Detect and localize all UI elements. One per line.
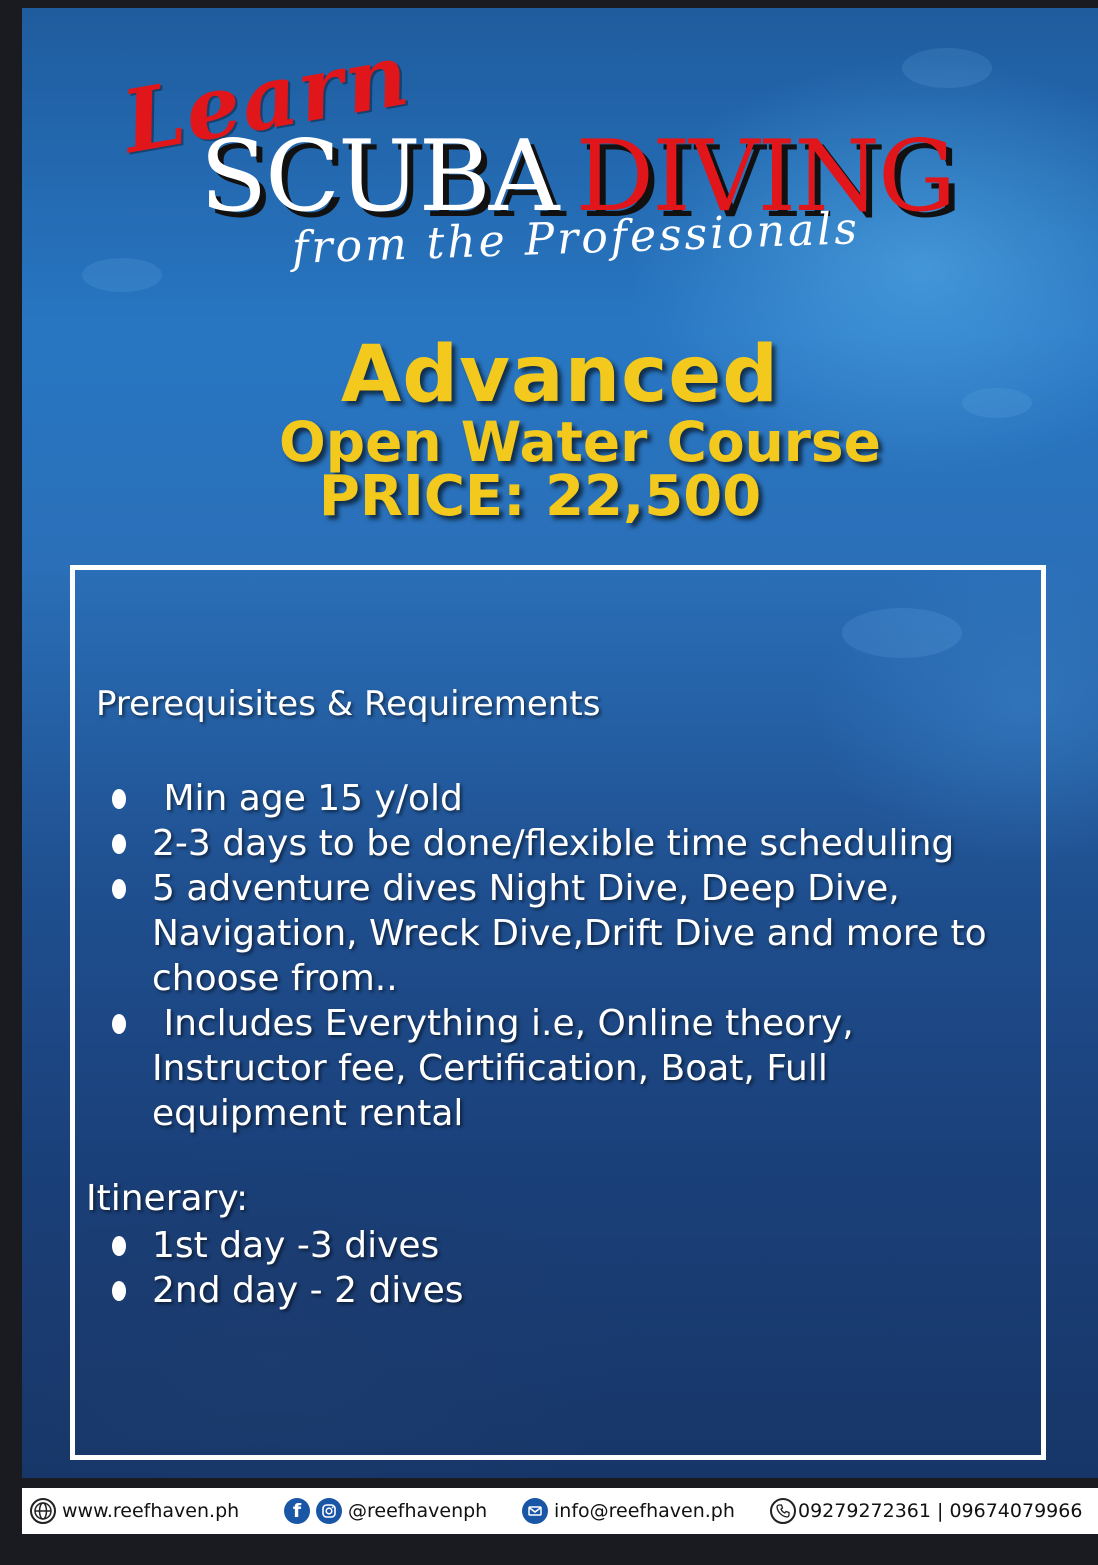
list-item: Includes Everything i.e, Online theory, (112, 1001, 987, 1046)
list-item: 5 adventure dives Night Dive, Deep Dive, (112, 866, 987, 911)
list-item-continuation: equipment rental (152, 1093, 464, 1134)
social-text: @reefhavenph (348, 1500, 488, 1522)
globe-icon (30, 1498, 56, 1524)
requirements-list (112, 776, 987, 1136)
bullet-icon (112, 1236, 126, 1256)
bullet-icon (112, 1281, 126, 1301)
list-item: 2nd day - 2 dives (112, 1268, 464, 1313)
itinerary-list (112, 1223, 464, 1313)
subtitle-script: from the Professionals (291, 203, 861, 274)
phone-text: 09279272361 | 09674079966 (798, 1500, 1083, 1522)
course-level: Advanced (340, 330, 780, 420)
bullet-icon (112, 879, 126, 899)
facebook-icon: f (284, 1498, 310, 1524)
list-item: 1st day -3 dives (112, 1223, 464, 1268)
phone-icon (770, 1498, 796, 1524)
itinerary-heading: Itinerary: (86, 1178, 249, 1219)
bullet-icon (112, 1014, 126, 1034)
social-link[interactable] (284, 1488, 487, 1534)
learn-script-text: Learn (115, 23, 418, 174)
poster-background (22, 8, 1098, 1478)
bullet-icon (112, 834, 126, 854)
list-item-continuation: Navigation, Wreck Dive,Drift Dive and more to (152, 913, 987, 954)
website-text: www.reefhaven.ph (62, 1500, 240, 1522)
fish-silhouette (82, 258, 162, 292)
headline-scuba: SCUBA (200, 120, 558, 234)
list-item: Min age 15 y/old (112, 776, 987, 821)
email-text: info@reefhaven.ph (554, 1500, 735, 1522)
fish-silhouette (902, 48, 992, 88)
bullet-icon (112, 789, 126, 809)
course-price: PRICE: 22,500 (318, 464, 762, 529)
contact-footer (22, 1488, 1098, 1534)
headline-diving: DIVING (575, 120, 955, 234)
list-item-continuation: choose from.. (152, 958, 398, 999)
website-link[interactable] (30, 1488, 239, 1534)
list-item: 2-3 days to be done/flexible time scheduling (112, 821, 987, 866)
email-link[interactable] (522, 1488, 735, 1534)
course-name: Open Water Course (279, 410, 881, 474)
prerequisites-heading: Prerequisites & Requirements (96, 684, 601, 724)
email-icon (522, 1498, 548, 1524)
phone-link[interactable] (770, 1488, 1082, 1534)
list-item-continuation: Instructor fee, Certification, Boat, Full (152, 1048, 828, 1089)
instagram-icon (316, 1498, 342, 1524)
